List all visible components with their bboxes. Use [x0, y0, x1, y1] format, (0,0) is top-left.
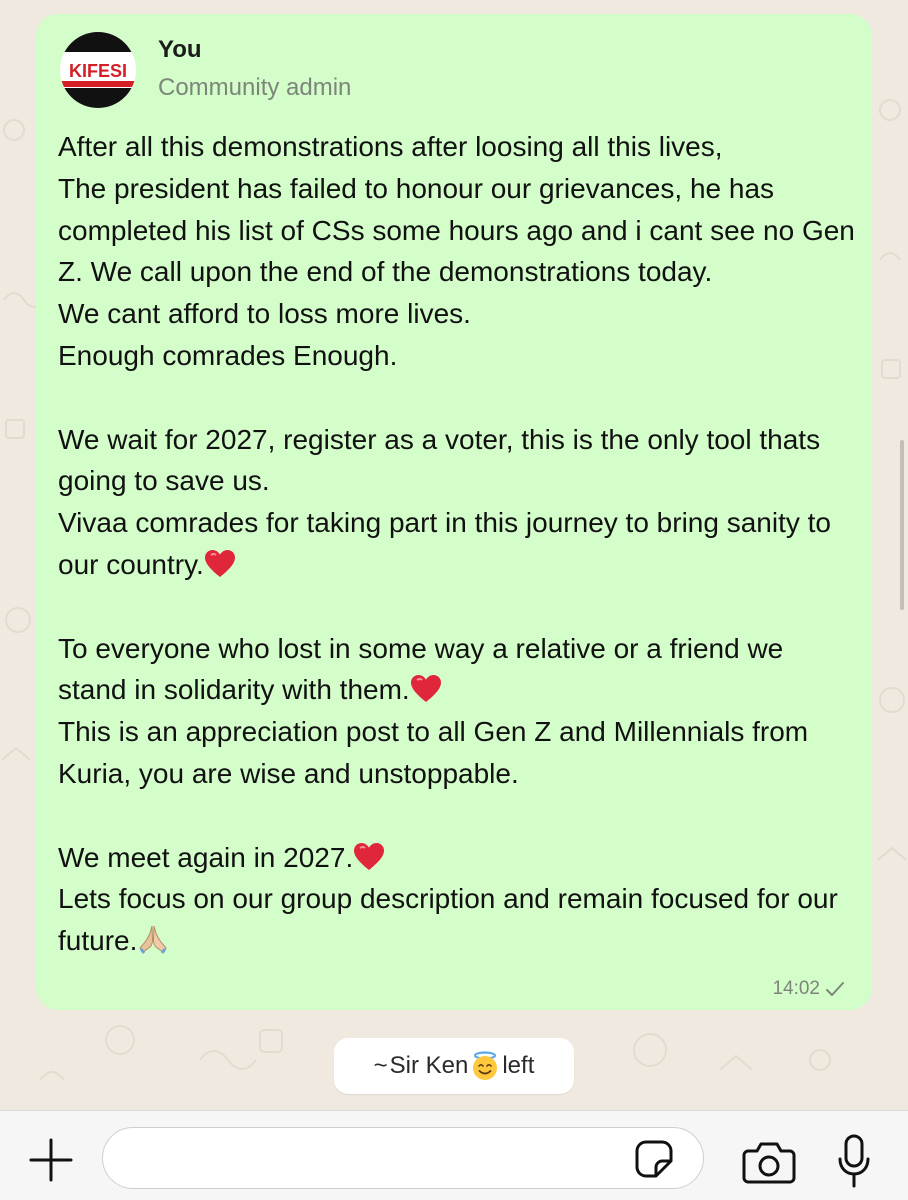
sender-name[interactable]: You	[158, 36, 202, 63]
scroll-indicator[interactable]	[900, 440, 904, 610]
message-segment: To everyone who lost in some way a relative or a friend we stand in solidarity with them.	[58, 632, 784, 706]
sticker-icon[interactable]	[634, 1139, 674, 1179]
smiling-face-with-halo-icon	[470, 1051, 500, 1081]
folded-hands-icon	[137, 923, 169, 955]
message-meta	[772, 978, 846, 1000]
single-check-icon	[824, 979, 846, 999]
logo-text: KIFESI	[68, 61, 128, 81]
message-text	[58, 126, 858, 962]
message-time: 14:02	[772, 978, 820, 999]
system-notice-suffix: left	[502, 1052, 535, 1079]
message-input[interactable]	[102, 1127, 704, 1189]
message-segment: After all this demonstrations after loosing all this lives, The president has failed to honour our grievances, he has completed his list of CSs some hours ago and i cant see no Gen Z. We call upon the end of the demonstrations today. We cant afford to loss more lives. Enough comrades Enough. We wait for 2027, register as a voter, this is the only tool thats going to save us. Vivaa comrades for taking part in this journey to bring sanity to our country.	[58, 131, 855, 580]
system-notice-prefix: ~	[373, 1052, 388, 1079]
red-heart-icon	[204, 549, 236, 579]
system-notice-name: Sir Ken	[389, 1052, 469, 1079]
kifesi-logo	[60, 32, 136, 108]
message-segment: Lets focus on our group description and remain focused for our future.	[58, 883, 838, 957]
microphone-icon[interactable]	[836, 1133, 872, 1191]
red-heart-icon	[410, 674, 442, 704]
plus-icon[interactable]	[26, 1135, 76, 1185]
message-bubble[interactable]	[36, 14, 872, 1010]
sender-avatar[interactable]	[60, 32, 136, 108]
camera-icon[interactable]	[742, 1139, 796, 1185]
composer-bar	[0, 1110, 908, 1200]
sender-role: Community admin	[158, 74, 352, 101]
message-segment: This is an appreciation post to all Gen Z and Millennials from Kuria, you are wise and unstoppable. We meet again in 2027.	[58, 716, 809, 873]
red-heart-icon	[353, 842, 385, 872]
system-notice	[334, 1038, 574, 1094]
